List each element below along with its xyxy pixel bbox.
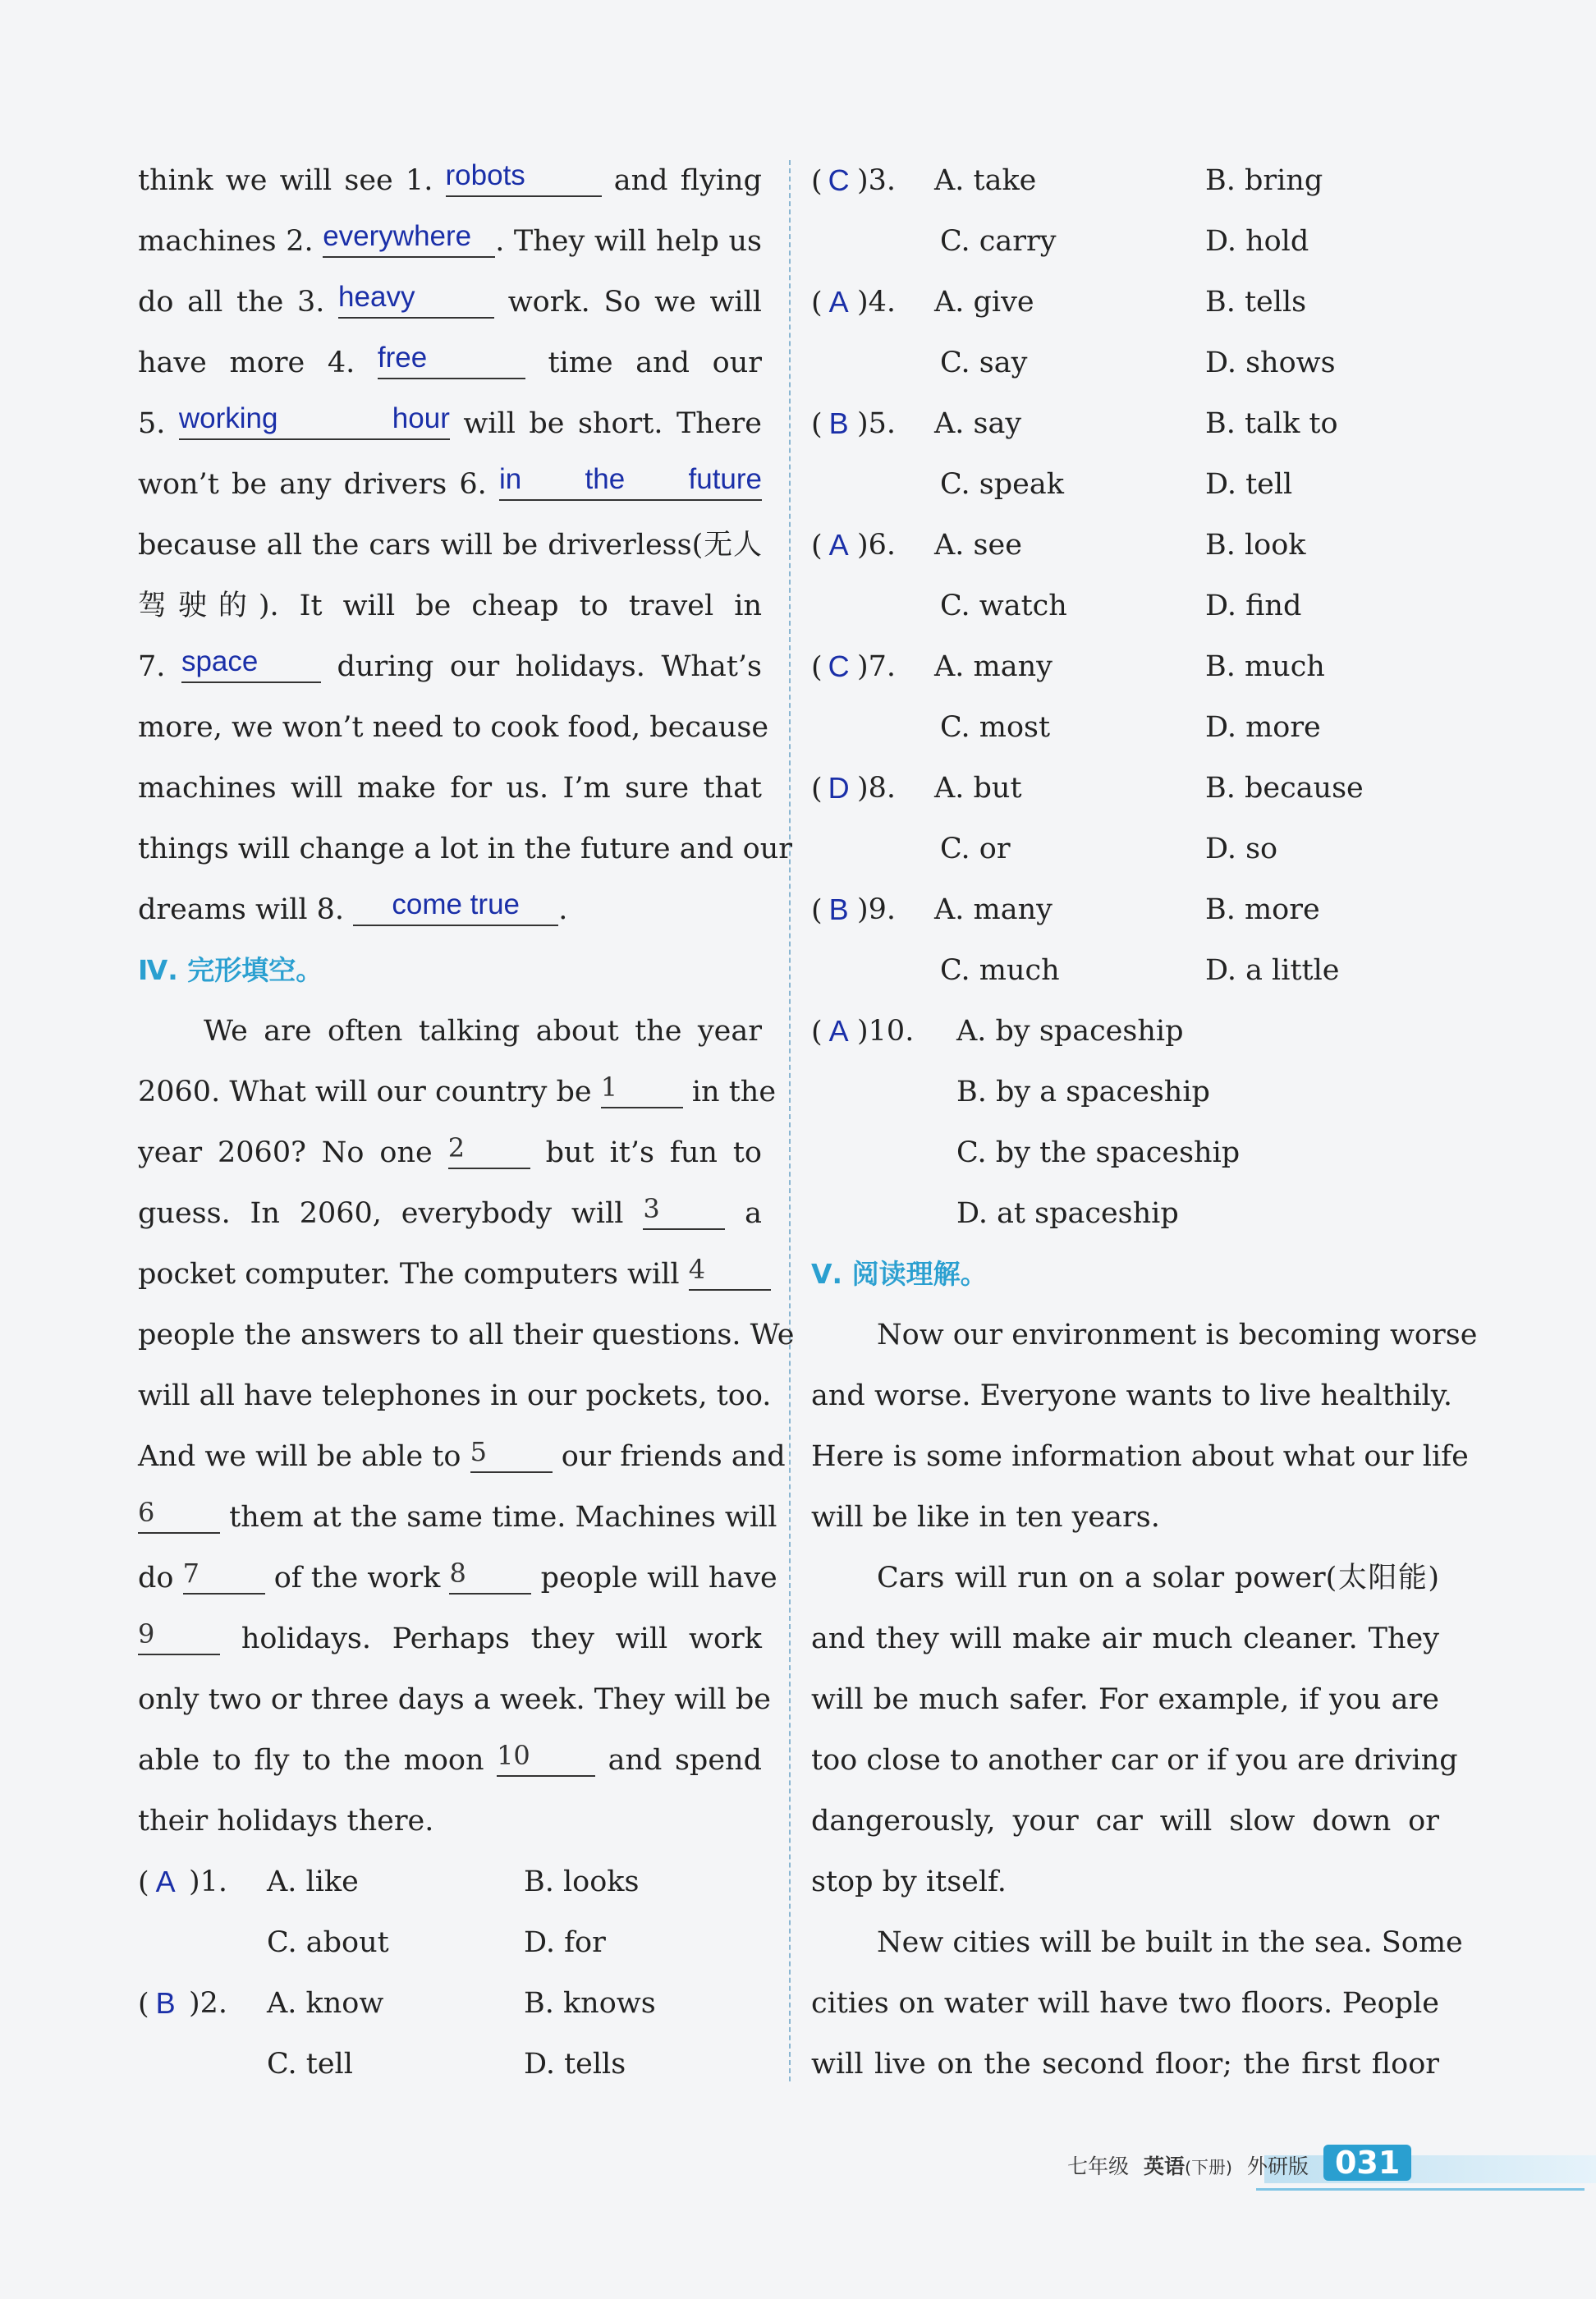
question-row-3 [811, 1130, 1439, 1191]
option-c[interactable]: C. carry [940, 225, 1057, 258]
text-run: a [725, 1197, 763, 1230]
text-run: because all the cars will be driverless(无人 [138, 529, 762, 562]
question-row-2 [811, 583, 1439, 644]
text-line [811, 1859, 1439, 1920]
option-a[interactable]: A. many [934, 650, 1053, 683]
text-line [138, 826, 793, 887]
question-row [138, 1859, 762, 1920]
question-row-2 [811, 948, 1439, 1008]
text-line [138, 1616, 762, 1677]
option-d[interactable]: D. hold [1205, 225, 1309, 258]
option-a[interactable]: A. say [934, 407, 1022, 440]
text-run: 5. [138, 407, 179, 440]
text-run: stop by itself. [811, 1865, 1007, 1898]
text-line [811, 1798, 1439, 1859]
answer-bracket: ( B [138, 1980, 199, 2027]
text-line [138, 1373, 772, 1434]
option-b[interactable]: B. bring [1205, 164, 1323, 197]
option-c[interactable]: C. watch [940, 590, 1067, 622]
text-run: do [138, 1562, 183, 1595]
option-c[interactable]: C. most [940, 711, 1051, 744]
option-a[interactable]: A. see [934, 529, 1022, 562]
text-run: only two or three days a week. They will be [138, 1683, 771, 1716]
text-line [811, 1737, 1458, 1798]
text-line [138, 1737, 762, 1798]
option-a[interactable]: A. many [934, 893, 1053, 926]
option-c[interactable]: C. about [267, 1926, 389, 1959]
question-row-2 [811, 218, 1439, 279]
cloze-blank[interactable]: 8 [449, 1553, 531, 1595]
question-row-2 [811, 1069, 1439, 1130]
text-line [138, 1130, 762, 1191]
text-run: 2060. What will our country be [138, 1076, 601, 1108]
text-line [138, 1677, 771, 1737]
answer-letter[interactable]: A [828, 528, 849, 562]
text-run: do all the 3. [138, 286, 339, 319]
cloze-passage [138, 1008, 795, 1859]
text-run: and spend [595, 1744, 762, 1777]
footer-grade: 七年级 [1067, 2154, 1130, 2178]
cloze-blank[interactable]: 1 [601, 1067, 683, 1108]
cloze-questions-left [138, 1859, 762, 2102]
option-d[interactable]: D. shows [1205, 346, 1336, 379]
text-line [138, 704, 769, 765]
text-run: dreams will 8. [138, 893, 354, 926]
question-row [811, 158, 1439, 218]
text-run: pocket computer. The computers will [138, 1258, 689, 1291]
option-d[interactable]: D. tell [1205, 468, 1293, 501]
answer-bracket: ( C [811, 158, 872, 204]
option-c[interactable]: C. speak [940, 468, 1064, 501]
answer-bracket: ( A [811, 1008, 872, 1055]
text-run: able to fly to the moon [138, 1744, 498, 1777]
text-run: too close to another car or if you are driving [811, 1744, 1458, 1777]
text-line [138, 279, 762, 340]
option-d[interactable]: D. for [524, 1926, 606, 1959]
answer-bracket: ( A [138, 1859, 199, 1906]
text-line [138, 461, 762, 522]
text-run: their holidays there. [138, 1805, 434, 1838]
option-b[interactable]: B. because [1205, 772, 1364, 805]
question-row [811, 887, 1439, 948]
answer-letter[interactable]: C [828, 163, 850, 197]
question-number: )9. [857, 893, 897, 926]
question-row [138, 1980, 762, 2041]
answer-blank[interactable]: working hour [179, 399, 450, 440]
text-run: Cars will run on a solar power(太阳能) [877, 1562, 1439, 1595]
option-a[interactable]: A. take [934, 164, 1037, 197]
question-number: )1. [189, 1865, 228, 1898]
option-a[interactable]: A. by spaceship [956, 1015, 1184, 1048]
question-row [811, 279, 1439, 340]
question-row [811, 765, 1439, 826]
text-run: will live on the second floor; the first floor [811, 2048, 1439, 2081]
question-row-2 [811, 461, 1439, 522]
text-line [138, 1191, 762, 1251]
text-line [811, 1312, 1478, 1373]
option-c[interactable]: C. much [940, 954, 1060, 987]
option-d[interactable]: D. find [1205, 590, 1302, 622]
question-row [811, 644, 1439, 704]
option-b[interactable]: B. by a spaceship [956, 1076, 1210, 1108]
option-b[interactable]: B. knows [524, 1987, 656, 2020]
answer-bracket: ( C [811, 644, 872, 691]
answer-letter[interactable]: B [155, 1986, 176, 2020]
cloze-blank[interactable]: 2 [448, 1128, 530, 1169]
text-line [811, 1434, 1469, 1494]
answer-blank[interactable]: robots [446, 156, 602, 197]
answer-bracket: ( D [811, 765, 872, 812]
text-run: will be like in ten years. [811, 1501, 1160, 1534]
text-run: and flying [601, 164, 762, 197]
answer-bracket: ( A [811, 522, 872, 569]
answer-blank[interactable]: space [181, 642, 321, 683]
right-column [811, 158, 1478, 2102]
text-line [811, 1373, 1452, 1434]
text-line [138, 1008, 762, 1069]
question-row-2 [138, 1920, 762, 1980]
cloze-blank[interactable]: 6 [138, 1493, 220, 1534]
text-run: 7. [138, 650, 181, 683]
footer-edition: 外研版 [1246, 2154, 1309, 2178]
text-line [138, 1251, 762, 1312]
text-run: things will change a lot in the future and our [138, 833, 793, 865]
text-line [811, 1494, 1439, 1555]
option-c[interactable]: C. by the spaceship [956, 1136, 1241, 1169]
text-run: them at the same time. Machines will [220, 1501, 777, 1534]
question-row-2 [811, 704, 1439, 765]
text-line [138, 1798, 762, 1859]
reading-passage [811, 1312, 1478, 2102]
text-line [138, 583, 762, 644]
answer-letter[interactable]: B [828, 406, 849, 440]
option-b[interactable]: B. much [1205, 650, 1325, 683]
text-run: guess. In 2060, everybody will [138, 1197, 644, 1230]
question-row-2 [138, 2041, 762, 2102]
option-b[interactable]: B. more [1205, 893, 1320, 926]
cloze-blank[interactable]: 7 [183, 1553, 265, 1595]
answer-blank[interactable]: in the future [499, 460, 762, 501]
text-line [138, 158, 762, 218]
question-number: )6. [857, 529, 897, 562]
question-number: )10. [857, 1015, 915, 1048]
text-run: will all have telephones in our pockets, too. [138, 1379, 772, 1412]
text-run: 驾驶的). It will be cheap to travel in [138, 590, 762, 622]
answer-bracket: ( B [811, 887, 872, 934]
text-line [811, 1677, 1439, 1737]
text-line [138, 1434, 786, 1494]
question-number: )8. [857, 772, 897, 805]
option-d[interactable]: D. tells [524, 2048, 626, 2081]
text-run: will be short. There [449, 407, 762, 440]
option-a[interactable]: A. give [934, 286, 1034, 319]
question-number: )7. [857, 650, 897, 683]
text-line [811, 1980, 1439, 2041]
text-run: We are often talking about the year [204, 1015, 762, 1048]
text-run: more, we won’t need to cook food, because [138, 711, 769, 744]
option-b[interactable]: B. talk to [1205, 407, 1338, 440]
cloze-blank[interactable]: 10 [497, 1736, 595, 1777]
text-run: and worse. Everyone wants to live healthily. [811, 1379, 1452, 1412]
text-line [138, 644, 762, 704]
text-run: our friends and [552, 1440, 786, 1473]
answer-letter[interactable]: A [828, 285, 849, 319]
cloze-blank[interactable]: 9 [138, 1614, 220, 1655]
answer-letter[interactable]: C [828, 649, 850, 683]
answer-bracket: ( B [811, 401, 872, 447]
text-run: but it’s fun to [530, 1136, 762, 1169]
text-line [138, 218, 762, 279]
option-d[interactable]: D. at spaceship [956, 1197, 1179, 1230]
cloze-questions-right [811, 158, 1439, 1008]
answer-letter[interactable]: B [828, 893, 849, 926]
question-number: )5. [857, 407, 897, 440]
option-c[interactable]: C. say [940, 346, 1028, 379]
question-row [811, 522, 1439, 583]
text-line [138, 340, 762, 401]
question-number: )2. [189, 1987, 228, 2020]
option-d[interactable]: D. a little [1205, 954, 1340, 987]
text-line [138, 401, 762, 461]
section-4-title: Ⅳ. 完形填空。 [138, 954, 323, 986]
text-run: dangerously, your car will slow down or [811, 1805, 1439, 1838]
option-a[interactable]: A. but [934, 772, 1022, 805]
question-10 [811, 1008, 1439, 1251]
text-run: time and our [525, 346, 762, 379]
text-line [138, 522, 762, 583]
text-run: and they will make air much cleaner. They [811, 1622, 1439, 1655]
text-run: have more 4. [138, 346, 378, 379]
text-run: Now our environment is becoming worse [877, 1319, 1478, 1351]
option-c[interactable]: C. or [940, 833, 1011, 865]
question-number: )3. [857, 164, 897, 197]
text-run: New cities will be built in the sea. Some [877, 1926, 1463, 1959]
answer-blank[interactable]: free [378, 338, 525, 379]
text-line [811, 2041, 1439, 2102]
question-row-2 [811, 826, 1439, 887]
question-row-4 [811, 1191, 1439, 1251]
text-run: cities on water will have two floors. People [811, 1987, 1439, 2020]
page-footer [1067, 2145, 1426, 2181]
text-line [811, 1616, 1439, 1677]
question-number: )4. [857, 286, 897, 319]
text-run: think we will see 1. [138, 164, 446, 197]
question-row [811, 401, 1439, 461]
text-line [811, 1555, 1439, 1616]
footer-subject: 英语(下册) [1144, 2154, 1232, 2178]
text-line [811, 1920, 1463, 1980]
text-run: Here is some information about what our life [811, 1440, 1469, 1473]
section-5-title: Ⅴ. 阅读理解。 [811, 1258, 988, 1290]
answer-letter[interactable]: D [828, 771, 850, 805]
text-run: holidays. Perhaps they will work [220, 1622, 762, 1655]
text-run: work. So we will [494, 286, 762, 319]
text-run: . [558, 893, 568, 926]
fill-in-passage [138, 158, 793, 948]
text-run: people will have [531, 1562, 777, 1595]
option-a[interactable]: A. know [267, 1987, 384, 2020]
text-run: machines will make for us. I’m sure that [138, 772, 762, 805]
answer-letter[interactable]: A [155, 1865, 176, 1898]
footer-rule [1256, 2188, 1585, 2191]
text-run: of the work [264, 1562, 450, 1595]
question-row [811, 1008, 1439, 1069]
option-c[interactable]: C. tell [267, 2048, 353, 2081]
text-run: people the answers to all their questions. We [138, 1319, 795, 1351]
option-b[interactable]: B. looks [524, 1865, 640, 1898]
text-line [138, 765, 762, 826]
text-line [138, 1555, 777, 1616]
text-line [138, 1494, 777, 1555]
cloze-blank[interactable]: 4 [689, 1250, 771, 1291]
text-run: year 2060? No one [138, 1136, 448, 1169]
text-run: won’t be any drivers 6. [138, 468, 499, 501]
answer-bracket: ( A [811, 279, 872, 326]
left-column [138, 158, 795, 2102]
option-b[interactable]: B. look [1205, 529, 1306, 562]
option-a[interactable]: A. like [267, 1865, 359, 1898]
text-run: in the [682, 1076, 777, 1108]
text-line [138, 887, 762, 948]
column-divider [789, 160, 791, 2081]
cloze-blank[interactable]: 5 [470, 1432, 553, 1473]
answer-blank[interactable]: everywhere [323, 217, 495, 258]
text-line [138, 1069, 777, 1130]
text-run: . They will help us [495, 225, 762, 258]
answer-blank[interactable]: heavy [338, 278, 494, 319]
cloze-blank[interactable]: 3 [643, 1189, 725, 1230]
text-run: And we will be able to [138, 1440, 470, 1473]
option-d[interactable]: D. so [1205, 833, 1278, 865]
question-row-2 [811, 340, 1439, 401]
text-run: will be much safer. For example, if you are [811, 1683, 1439, 1716]
option-d[interactable]: D. more [1205, 711, 1321, 744]
text-run: during our holidays. What’s [320, 650, 762, 683]
answer-blank[interactable]: come true [353, 885, 558, 926]
option-b[interactable]: B. tells [1205, 286, 1307, 319]
text-run: machines 2. [138, 225, 323, 258]
answer-letter[interactable]: A [828, 1014, 849, 1048]
page-number: 031 [1323, 2145, 1411, 2181]
text-line [138, 1312, 795, 1373]
